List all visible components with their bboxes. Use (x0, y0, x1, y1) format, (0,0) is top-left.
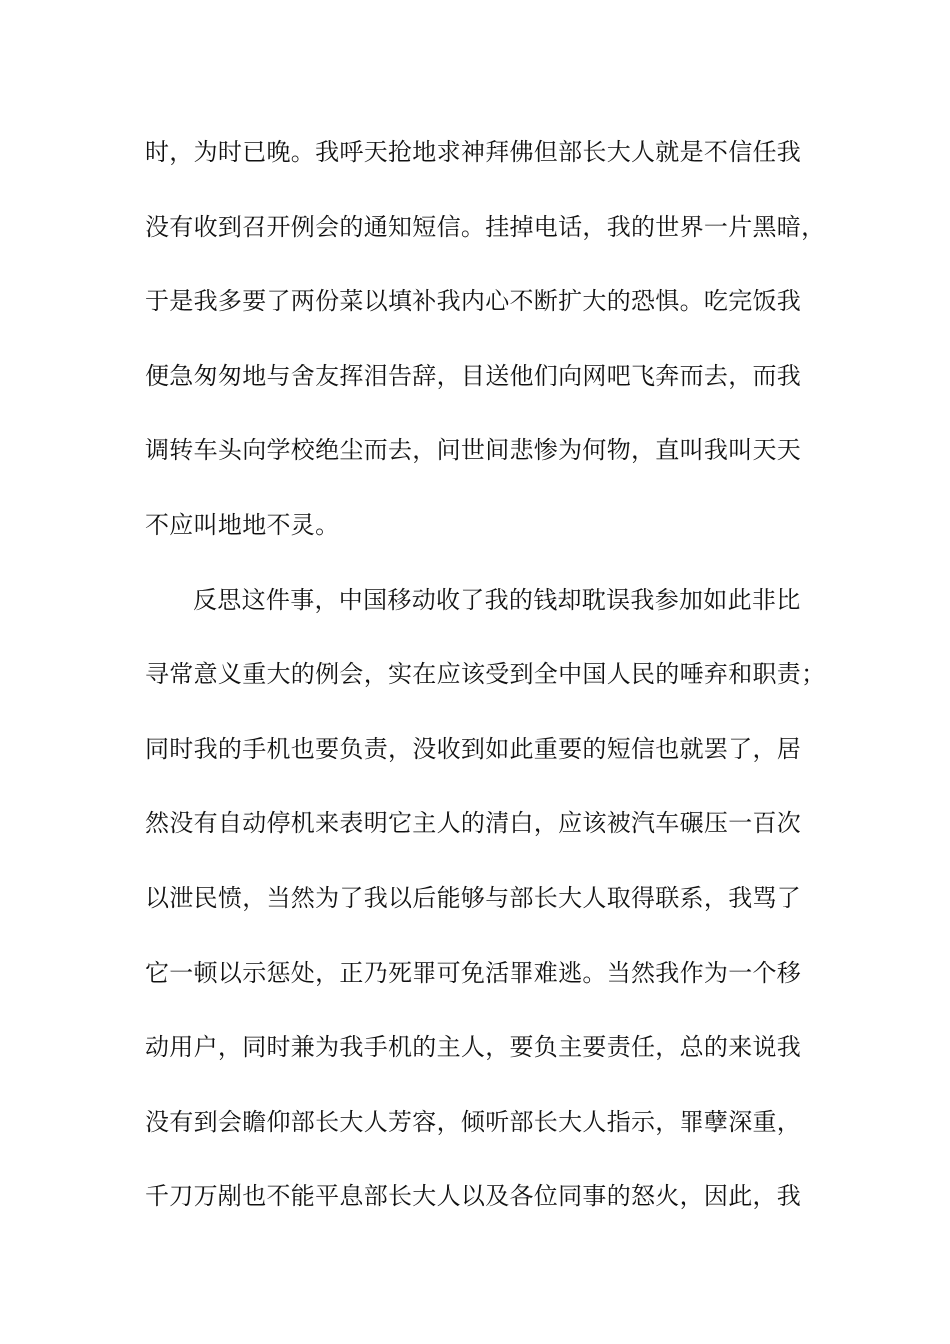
text-line: 没有收到召开例会的通知短信。挂掉电话，我的世界一片黑暗， (145, 212, 826, 241)
text-line: 不应叫地地不灵。 (145, 510, 340, 539)
text-line: 寻常意义重大的例会，实在应该受到全中国人民的唾弃和职责； (145, 660, 826, 689)
text-line: 千刀万剐也不能平息部长大人以及各位同事的怒火，因此，我 (145, 1182, 802, 1211)
text-line: 它一顿以示惩处，正乃死罪可免活罪难逃。当然我作为一个移 (145, 958, 802, 987)
text-line: 动用户，同时兼为我手机的主人，要负主要责任，总的来说我 (145, 1033, 802, 1062)
paragraph-first-line: 反思这件事，中国移动收了我的钱却耽误我参加如此非比 (193, 585, 801, 614)
text-line: 时，为时已晚。我呼天抢地求神拜佛但部长大人就是不信任我 (145, 138, 802, 166)
body-text (145, 130, 826, 1249)
text-line: 调转车头向学校绝尘而去，问世间悲惨为何物，直叫我叫天天 (145, 436, 802, 465)
text-line: 以泄民愤，当然为了我以后能够与部长大人取得联系，我骂了 (145, 883, 802, 912)
text-line: 同时我的手机也要负责，没收到如此重要的短信也就罢了，居 (145, 734, 802, 763)
text-line: 于是我多要了两份菜以填补我内心不断扩大的恐惧。吃完饭我 (145, 287, 802, 316)
text-line: 没有到会瞻仰部长大人芳容，倾听部长大人指示，罪孽深重， (145, 1107, 802, 1136)
text-line: 然没有自动停机来表明它主人的清白，应该被汽车碾压一百次 (145, 809, 802, 838)
text-line: 便急匆匆地与舍友挥泪告辞，目送他们向网吧飞奔而去，而我 (145, 361, 802, 390)
